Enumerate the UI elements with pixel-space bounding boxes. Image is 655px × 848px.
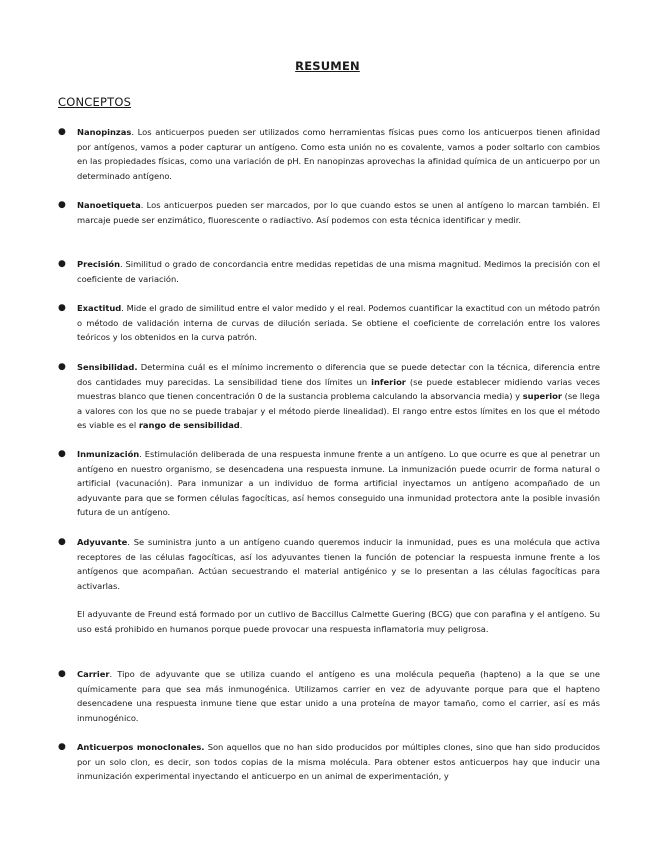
definition: Son aquellos que no han sido producidos por múltiples clones, sino que han sido producidos por un solo clon, es decir, son todos copias de la misma molécula. Para obtener estos anticuerpos hay que inducir una inmunización experimental inyectando el anticuerpo en un animal de experimentación, y [77, 742, 600, 781]
term-inferior: inferior [371, 376, 406, 387]
list-item-exactitud [58, 301, 600, 345]
term: Nanopinzas [77, 127, 132, 137]
definition-part: (se llega a valores con los que no se puede trabajar y el método pierde linealidad). El rango entre estos límites en los que el método es viable es el [77, 391, 600, 430]
term-superior: superior [522, 391, 562, 401]
bullet-icon: ● [58, 303, 66, 313]
definition: . Tipo de adyuvante que se utiliza cuando el antígeno es una molécula pequeña (hapteno) a la que se une químicamente para que sea más inmunogénica. Utilizamos carrier en vez de adyuvante porque para que el hapteno desencadene una respuesta inmune tiene que estar unido a una proteína de mayor tamaño, como el carrier, así es más inmunogénico. [77, 669, 600, 723]
definition-part: . [239, 420, 243, 430]
bullet-icon: ● [58, 259, 66, 269]
bullet-icon: ● [58, 537, 66, 547]
term: Nanoetiqueta [77, 200, 141, 210]
definition-part: Determina cuál es el mínimo incremento o diferencia que se puede detectar con la técnica, diferencia entre dos cantidades muy parecidas. La sensibilidad tiene dos límites un [77, 362, 600, 387]
bullet-icon: ● [58, 127, 66, 137]
adyuvante-freund-paragraph: El adyuvante de Freund está formado por un cutlivo de Baccillus Calmette Guering (BCG) que con parafina y el antígeno. Su uso está prohibido en humanos porque puede provocar una respuesta inflamatoria muy peligrosa. [77, 609, 600, 634]
definition-part: (se puede establecer midiendo varias veces muestras blanco que tienen concentración 0 de la sustancia problema calculando la absorvancia media) y [77, 376, 601, 401]
list-item-precision [58, 257, 600, 286]
bullet-icon: ● [58, 362, 66, 372]
term: Carrier [77, 669, 110, 679]
term: Exactitud [77, 303, 122, 313]
list-item-sensibilidad [58, 360, 600, 433]
definition: . Similitud o grado de concordancia entre medidas repetidas de una misma magnitud. Medimos la precisión con el coeficiente de variación. [77, 259, 600, 284]
bullet-icon: ● [58, 742, 66, 752]
list-item-inmunizacion [58, 447, 600, 520]
term: Adyuvante [77, 537, 128, 547]
term: Sensibilidad. [77, 362, 138, 372]
bullet-icon: ● [58, 200, 66, 210]
term: Precisión [77, 259, 121, 269]
list-item-adyuvante [58, 535, 600, 593]
definition: . Estimulación deliberada de una respuesta inmune frente a un antígeno. Lo que ocurre es que al penetrar un antígeno en nuestro organismo, se desencadena una respuesta inmune. La inmunización puede ocurrir de forma natural o artificial (vacunación). Para inmunizar a un individuo de forma artificial inyectamos un antígeno acompañado de un adyuvante para que se formen células fagocíticas, así hemos conseguido una inmunidad protectora ante la posible invasión futura de un antígeno. [77, 449, 600, 517]
list-item-anticuerpos-monoclonales [58, 740, 600, 784]
list-item-carrier [58, 667, 600, 725]
list-item-nanoetiqueta [58, 198, 600, 227]
definition: . Se suministra junto a un antígeno cuando queremos inducir la inmunidad, pues es una molécula que activa receptores de las células fagocíticas, así los adyuvantes tienen la función de potenciar la respuesta inmune frente a los antígenos que acompañan. Actúan secuestrando el material antigénico y se lo presentan a las células fagocíticas para activarlas. [77, 537, 600, 591]
term: Inmunización [77, 449, 140, 459]
term-rango: rango de sensibilidad [138, 420, 240, 430]
definition: . Los anticuerpos pueden ser utilizados como herramientas físicas pues como los anticuerpos tienen afinidad por antígenos, vamos a poder capturar un antígeno. Como esta unión no es covalente, vamos a poder soltarlo con cambios en las propiedades físicas, como una variación de pH. En nanopinzas aprovechas la afinidad química de un anticuerpo por un determinado antígeno. [77, 127, 600, 181]
term: Anticuerpos monoclonales. [77, 742, 205, 752]
section-heading: CONCEPTOS [58, 95, 132, 109]
definition: . Los anticuerpos pueden ser marcados, por lo que cuando estos se unen al antígeno lo marcan también. El marcaje puede ser enzimático, fluorescente o radiactivo. Así podemos con esta técnica identificar y medir. [77, 200, 600, 225]
bullet-icon: ● [58, 669, 66, 679]
list-item-nanopinzas [58, 125, 600, 183]
definition: . Mide el grado de similitud entre el valor medido y el real. Podemos cuantificar la exactitud con un método patrón o método de validación interna de curvas de dilución seriada. Se obtiene el coeficiente de correlación entre los valores teóricos y los obtenidos en la curva patrón. [77, 303, 600, 342]
bullet-icon: ● [58, 449, 66, 459]
page-title: RESUMEN [295, 59, 360, 73]
